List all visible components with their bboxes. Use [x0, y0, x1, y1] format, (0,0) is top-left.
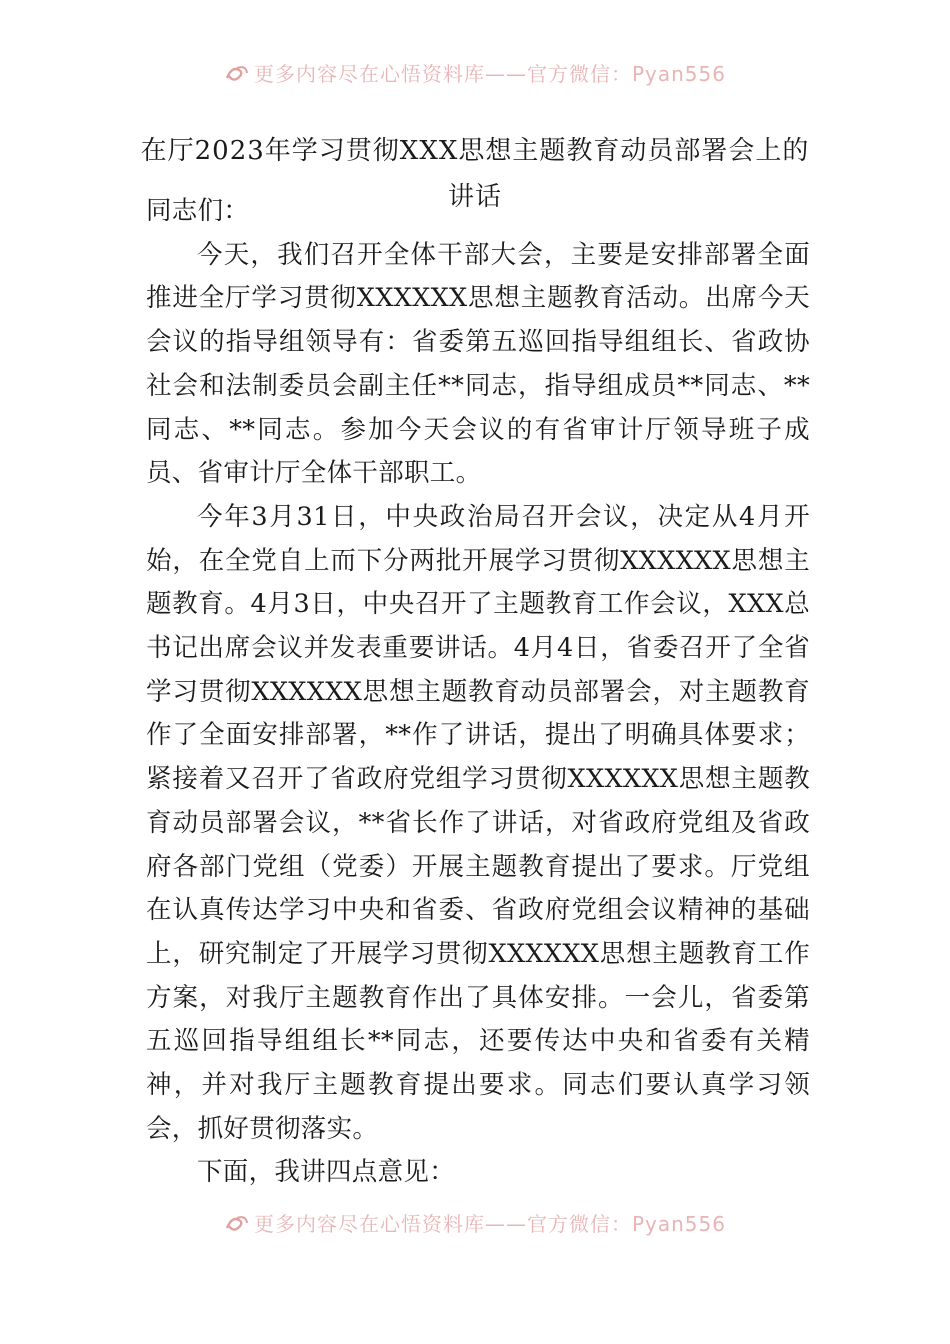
- watermark-footer: [0, 1208, 950, 1237]
- paragraph-1: 今天，我们召开全体干部大会，主要是安排部署全面推进全厅学习贯彻XXXXXX思想主题教育活动。出席今天会议的指导组领导有：省委第五巡回指导组组长、省政协社会和法制委员会副主任**同志，指导组成员**同志、**同志、**同志。参加今天会议的有省审计厅领导班子成员、省审计厅全体干部职工。: [146, 239, 810, 489]
- watermark-text: 更多内容尽在心悟资料库——官方微信：Pyan556: [253, 1212, 726, 1236]
- watermark-logo-icon: [224, 1214, 250, 1234]
- watermark-header: [0, 58, 950, 87]
- paragraph-3: 下面，我讲四点意见：: [197, 1157, 456, 1188]
- paragraph-2: 今年3月31日，中央政治局召开会议，决定从4月开始，在全党自上而下分两批开展学习贯彻XXXXXX思想主题教育。4月3日，中央召开了主题教育工作会议，XXX总书记出席会议并发表重要讲话。4月4日，省委召开了全省学习贯彻XXXXXX思想主题教育动员部署会，对主题教育作了全面安排部署，**作了讲话，提出了明确具体要求；紧接着又召开了省政府党组学习贯彻XXXXXX思想主题教育动员部署会议，**省长作了讲话，对省政府党组及省政府各部门党组（党委）开展主题教育提出了要求。厅党组在认真传达学习中央和省委、省政府党组会议精神的基础上，研究制定了开展学习贯彻XXXXXX思想主题教育工作方案，对我厅主题教育作出了具体安排。一会儿，省委第五巡回指导组组长**同志，还要传达中央和省委有关精神，并对我厅主题教育提出要求。同志们要认真学习领会，抓好贯彻落实。: [146, 501, 810, 1144]
- watermark-logo-icon: [224, 64, 250, 84]
- document-body: [146, 190, 810, 1195]
- watermark-text: 更多内容尽在心悟资料库——官方微信：Pyan556: [253, 62, 726, 86]
- document-title: 在厅2023年学习贯彻XXX思想主题教育动员部署会上的讲话: [140, 136, 810, 212]
- salutation: 同志们：: [146, 196, 250, 226]
